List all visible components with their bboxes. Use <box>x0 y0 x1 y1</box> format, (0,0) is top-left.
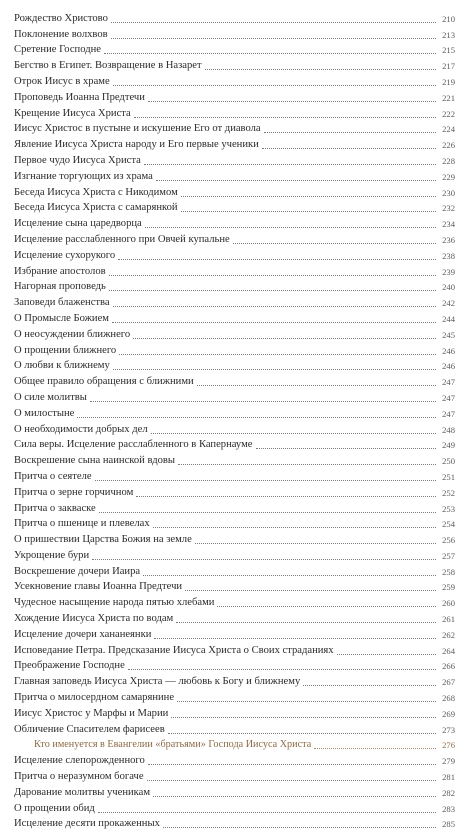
toc-entry[interactable] <box>14 88 455 104</box>
toc-entry[interactable] <box>14 688 455 704</box>
dot-leader <box>181 210 436 212</box>
toc-entry-title: Исцеление дочери хананеянки <box>14 628 152 640</box>
toc-entry[interactable] <box>14 372 455 388</box>
dot-leader <box>77 416 436 418</box>
dot-leader <box>256 447 437 449</box>
toc-entry-page-number: 245 <box>442 329 455 340</box>
toc-entry-title: О Промысле Божием <box>14 312 110 324</box>
toc-entry-title: Усекновение главы Иоанна Предтечи <box>14 581 183 593</box>
dot-leader <box>314 747 436 749</box>
toc-entry-page-number: 273 <box>442 724 455 735</box>
dot-leader <box>118 258 436 260</box>
toc-entry-page-number: 262 <box>442 629 455 640</box>
toc-entry[interactable] <box>14 104 455 120</box>
dot-leader <box>92 558 436 560</box>
dot-leader <box>113 368 436 370</box>
dot-leader <box>217 605 436 607</box>
dot-leader <box>153 795 436 797</box>
dot-leader <box>113 305 436 307</box>
toc-entry-page-number: 242 <box>442 298 455 309</box>
toc-entry-title: Рождество Христово <box>14 12 108 24</box>
toc-entry[interactable] <box>14 388 455 404</box>
toc-entry[interactable] <box>14 641 455 657</box>
toc-entry-title: Чудесное насыщение народа пятью хлебами <box>14 597 215 609</box>
toc-entry-page-number: 276 <box>442 740 455 751</box>
toc-entry[interactable] <box>14 499 455 515</box>
dot-leader <box>156 179 436 181</box>
toc-entry-title: Беседа Иисуса Христа с Никодимом <box>14 186 178 198</box>
toc-entry-page-number: 230 <box>442 187 455 198</box>
toc-entry[interactable] <box>14 751 455 767</box>
toc-entry[interactable] <box>14 736 455 752</box>
toc-entry[interactable] <box>14 767 455 783</box>
toc-entry-page-number: 222 <box>442 108 455 119</box>
toc-entry-title: Исцеление слепорожденного <box>14 755 145 767</box>
dot-leader <box>147 779 436 781</box>
toc-entry[interactable] <box>14 9 455 25</box>
toc-entry-title: Исцеление расслабленного при Овчей купальне <box>14 233 230 245</box>
dot-leader <box>178 463 436 465</box>
toc-entry[interactable] <box>14 183 455 199</box>
toc-entry-title: Преображение Господне <box>14 660 125 672</box>
toc-entry-title: О прощении ближнего <box>14 344 117 356</box>
toc-entry-page-number: 221 <box>442 92 455 103</box>
dot-leader <box>337 653 436 655</box>
dot-leader <box>145 226 436 228</box>
toc-entry-title: Укрощение бури <box>14 549 90 561</box>
toc-entry-title: Отрок Иисус в храме <box>14 75 110 87</box>
toc-entry-title: Воскрешение сына наинской вдовы <box>14 455 176 467</box>
toc-entry[interactable] <box>14 167 455 183</box>
toc-entry[interactable] <box>14 483 455 499</box>
dot-leader <box>143 574 436 576</box>
toc-entry[interactable] <box>14 657 455 673</box>
toc-entry-page-number: 236 <box>442 234 455 245</box>
toc-entry[interactable] <box>14 420 455 436</box>
toc-entry-page-number: 252 <box>442 487 455 498</box>
dot-leader <box>151 432 436 434</box>
toc-entry-title: Воскрешение дочери Иаира <box>14 565 141 577</box>
toc-entry-title: Исцеление сына царедворца <box>14 218 142 230</box>
toc-entry-title: О прощении обид <box>14 802 95 814</box>
toc-entry-page-number: 247 <box>442 377 455 388</box>
toc-entry-page-number: 253 <box>442 503 455 514</box>
toc-entry-title: Притча о милосердном самарянине <box>14 692 175 704</box>
dot-leader <box>148 763 436 765</box>
toc-entry[interactable] <box>14 815 455 830</box>
dot-leader <box>233 242 436 244</box>
toc-entry-title: Главная заповедь Иисуса Христа — любовь к Богу и ближнему <box>14 676 301 688</box>
toc-entry-title: Притча о пшенице и плевелах <box>14 518 150 530</box>
dot-leader <box>181 195 436 197</box>
dot-leader <box>134 116 436 118</box>
toc-entry[interactable] <box>14 578 455 594</box>
toc-entry[interactable] <box>14 720 455 736</box>
toc-entry-title: О милостыне <box>14 407 75 419</box>
toc-entry-page-number: 247 <box>442 392 455 403</box>
dot-leader <box>148 100 436 102</box>
toc-entry-page-number: 219 <box>442 76 455 87</box>
toc-entry[interactable] <box>14 704 455 720</box>
toc-entry-page-number: 228 <box>442 155 455 166</box>
toc-entry-page-number: 259 <box>442 582 455 593</box>
toc-entry-page-number: 217 <box>442 61 455 72</box>
dot-leader <box>154 637 436 639</box>
toc-entry-page-number: 285 <box>442 819 455 830</box>
toc-entry-page-number: 232 <box>442 203 455 214</box>
toc-entry[interactable] <box>14 72 455 88</box>
dot-leader <box>112 321 436 323</box>
toc-entry-page-number: 240 <box>442 282 455 293</box>
toc-entry-title: Иисус Христос в пустыне и искушение Его от диавола <box>14 123 261 135</box>
toc-entry-page-number: 282 <box>442 787 455 798</box>
dot-leader <box>133 337 436 339</box>
toc-entry-page-number: 251 <box>442 471 455 482</box>
toc-entry-page-number: 264 <box>442 645 455 656</box>
toc-entry-title: Притча о зерне горчичном <box>14 486 134 498</box>
toc-entry-title: Беседа Иисуса Христа с самарянкой <box>14 202 178 214</box>
toc-entry-title: Избрание апостолов <box>14 265 106 277</box>
toc-entry[interactable] <box>14 56 455 72</box>
toc-entry-title: Исцеление сухорукого <box>14 249 116 261</box>
toc-entry[interactable] <box>14 341 455 357</box>
dot-leader <box>176 621 436 623</box>
toc-entry[interactable] <box>14 404 455 420</box>
dot-leader <box>195 542 436 544</box>
toc-entry[interactable] <box>14 799 455 815</box>
dot-leader <box>197 384 436 386</box>
toc-entry-title: О любви к ближнему <box>14 360 110 372</box>
toc-entry-title: О необходимости добрых дел <box>14 423 148 435</box>
toc-list <box>14 9 455 830</box>
dot-leader <box>177 700 436 702</box>
toc-entry-title: Крещение Иисуса Христа <box>14 107 131 119</box>
toc-entry[interactable] <box>14 278 455 294</box>
toc-entry-title: Притча о неразумном богаче <box>14 771 144 783</box>
toc-entry-title: Первое чудо Иисуса Христа <box>14 154 141 166</box>
toc-entry-title: Явление Иисуса Христа народу и Его первые ученики <box>14 139 259 151</box>
toc-entry[interactable] <box>14 609 455 625</box>
toc-entry[interactable] <box>14 530 455 546</box>
toc-entry-page-number: 268 <box>442 693 455 704</box>
toc-entry-title: Дарование молитвы ученикам <box>14 786 151 798</box>
dot-leader <box>171 716 436 718</box>
dot-leader <box>205 68 436 70</box>
toc-entry[interactable] <box>14 515 455 531</box>
toc-entry[interactable] <box>14 135 455 151</box>
toc-entry[interactable] <box>14 151 455 167</box>
toc-entry-page-number: 256 <box>442 535 455 546</box>
toc-entry-page-number: 258 <box>442 566 455 577</box>
toc-entry-page-number: 250 <box>442 456 455 467</box>
toc-entry-page-number: 224 <box>442 124 455 135</box>
toc-entry-page-number: 238 <box>442 250 455 261</box>
toc-entry-title: Сила веры. Исцеление расслабленного в Капернауме <box>14 439 253 451</box>
dot-leader <box>109 274 436 276</box>
toc-entry-page-number: 279 <box>442 756 455 767</box>
dot-leader <box>90 400 436 402</box>
dot-leader <box>95 479 436 481</box>
toc-entry-page-number: 239 <box>442 266 455 277</box>
toc-entry[interactable] <box>14 246 455 262</box>
toc-entry-page-number: 266 <box>442 661 455 672</box>
toc-entry[interactable] <box>14 325 455 341</box>
toc-entry-page-number: 254 <box>442 519 455 530</box>
toc-entry-title: О силе молитвы <box>14 391 87 403</box>
toc-entry-page-number: 215 <box>442 45 455 56</box>
toc-entry-page-number: 281 <box>442 772 455 783</box>
toc-entry-title: Хождение Иисуса Христа по водам <box>14 613 174 625</box>
toc-entry-title: Кто именуется в Евангелии «братьями» Господа Иисуса Христа <box>34 739 312 751</box>
toc-entry[interactable] <box>14 436 455 452</box>
toc-entry[interactable] <box>14 262 455 278</box>
toc-entry[interactable] <box>14 199 455 215</box>
toc-entry-title: Бегство в Египет. Возвращение в Назарет <box>14 60 202 72</box>
toc-entry[interactable] <box>14 593 455 609</box>
toc-entry-title: Общее правило обращения с ближними <box>14 376 194 388</box>
toc-entry-page-number: 213 <box>442 29 455 40</box>
toc-entry[interactable] <box>14 546 455 562</box>
toc-entry-title: Обличение Спасителем фарисеев <box>14 723 165 735</box>
toc-entry-page-number: 248 <box>442 424 455 435</box>
toc-entry[interactable] <box>14 230 455 246</box>
toc-entry-page-number: 210 <box>442 13 455 24</box>
toc-entry[interactable] <box>14 120 455 136</box>
toc-entry[interactable] <box>14 214 455 230</box>
toc-entry-page-number: 246 <box>442 345 455 356</box>
toc-entry-title: Проповедь Иоанна Предтечи <box>14 91 145 103</box>
toc-entry[interactable] <box>14 625 455 641</box>
toc-entry-page-number: 283 <box>442 803 455 814</box>
toc-entry-title: Заповеди блаженства <box>14 297 110 309</box>
toc-entry-page-number: 244 <box>442 313 455 324</box>
toc-entry-title: Иисус Христос у Марфы и Марии <box>14 707 169 719</box>
toc-entry-title: О пришествии Царства Божия на земле <box>14 534 192 546</box>
toc-entry-page-number: 261 <box>442 614 455 625</box>
toc-entry-page-number: 247 <box>442 408 455 419</box>
toc-entry[interactable] <box>14 672 455 688</box>
toc-entry[interactable] <box>14 783 455 799</box>
dot-leader <box>262 147 436 149</box>
toc-entry[interactable] <box>14 357 455 373</box>
toc-entry[interactable] <box>14 293 455 309</box>
dot-leader <box>303 684 436 686</box>
toc-entry-title: Нагорная проповедь <box>14 281 106 293</box>
toc-entry[interactable] <box>14 451 455 467</box>
dot-leader <box>264 131 436 133</box>
dot-leader <box>109 289 436 291</box>
toc-entry[interactable] <box>14 41 455 57</box>
toc-entry[interactable] <box>14 25 455 41</box>
dot-leader <box>153 526 436 528</box>
toc-entry-page-number: 234 <box>442 219 455 230</box>
toc-entry-title: Исповедание Петра. Предсказание Иисуса Христа о Своих страданиях <box>14 644 334 656</box>
toc-entry-title: Изгнание торгующих из храма <box>14 170 153 182</box>
toc-entry-page-number: 260 <box>442 598 455 609</box>
toc-entry-page-number: 226 <box>442 140 455 151</box>
dot-leader <box>104 52 436 54</box>
toc-entry-title: Притча о закваске <box>14 502 96 514</box>
toc-entry-page-number: 267 <box>442 677 455 688</box>
dot-leader <box>185 589 436 591</box>
toc-entry[interactable] <box>14 467 455 483</box>
toc-entry-title: Сретение Господне <box>14 44 101 56</box>
dot-leader <box>128 668 436 670</box>
dot-leader <box>163 826 436 828</box>
toc-entry-page-number: 257 <box>442 550 455 561</box>
dot-leader <box>136 495 436 497</box>
dot-leader <box>113 84 436 86</box>
dot-leader <box>99 511 436 513</box>
toc-entry-page-number: 249 <box>442 440 455 451</box>
dot-leader <box>144 163 436 165</box>
dot-leader <box>168 732 436 734</box>
toc-entry-title: О неосуждении ближнего <box>14 328 131 340</box>
toc-entry[interactable] <box>14 562 455 578</box>
dot-leader <box>119 353 436 355</box>
dot-leader <box>111 21 436 23</box>
toc-entry-page-number: 246 <box>442 361 455 372</box>
toc-entry-title: Исцеление десяти прокаженных <box>14 818 160 830</box>
toc-entry-title: Притча о сеятеле <box>14 470 92 482</box>
toc-entry-page-number: 229 <box>442 171 455 182</box>
dot-leader <box>111 37 436 39</box>
toc-entry[interactable] <box>14 309 455 325</box>
toc-entry-title: Поклонение волхвов <box>14 28 108 40</box>
toc-entry-page-number: 269 <box>442 708 455 719</box>
dot-leader <box>98 811 436 813</box>
